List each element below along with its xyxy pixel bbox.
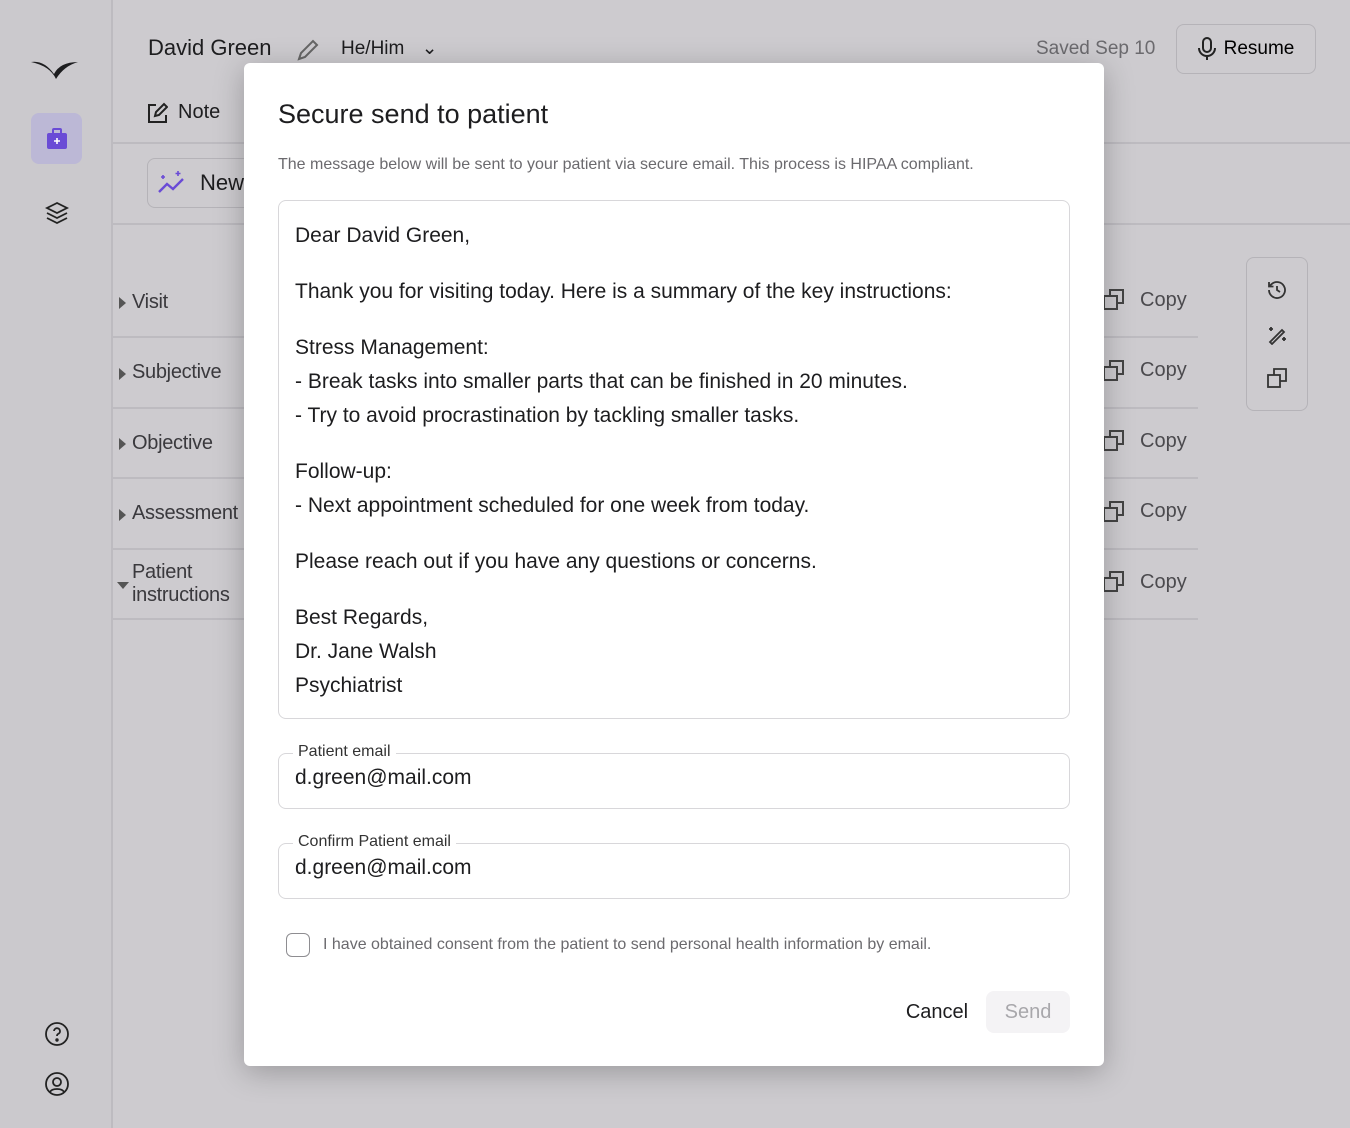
history-icon[interactable] [1266, 279, 1288, 301]
consent-checkbox[interactable] [286, 933, 310, 957]
copy-button[interactable] [1102, 570, 1187, 594]
section-label: Patient instructions [132, 561, 230, 606]
confirm-email-input[interactable] [295, 856, 1055, 880]
copy-label: Copy [1140, 500, 1187, 522]
new-button-label: New [200, 170, 245, 195]
pronouns-value: He/Him [341, 38, 405, 59]
letter-greeting: Dear David Green, [295, 224, 471, 247]
sidebar-item-notes[interactable] [31, 113, 82, 164]
letter-line: Stress Management: [295, 336, 489, 359]
copy-button[interactable] [1102, 288, 1187, 312]
pronouns-dropdown[interactable] [341, 37, 438, 60]
message-textarea[interactable] [278, 200, 1070, 719]
copy-button[interactable] [1102, 359, 1187, 383]
confirm-email-field[interactable] [278, 833, 1070, 899]
letter-line: - Try to avoid procrastination by tackling smaller tasks. [295, 404, 800, 427]
help-button[interactable] [31, 1008, 82, 1059]
tab-note-label: Note [178, 101, 221, 123]
copy-icon [1102, 570, 1126, 594]
letter-intro: Thank you for visiting today. Here is a summary of the key instructions: [295, 280, 952, 303]
copy-button[interactable] [1102, 500, 1187, 524]
microphone-icon [1198, 37, 1216, 61]
send-button[interactable]: Send [986, 991, 1070, 1033]
side-toolbox [1246, 257, 1308, 411]
sidebar-item-templates[interactable] [31, 187, 82, 238]
tab-note[interactable] [146, 101, 220, 124]
medical-briefcase-icon [45, 128, 69, 150]
patient-name: David Green [148, 35, 272, 60]
saved-status: Saved Sep 10 [1036, 38, 1156, 59]
letter-line: - Break tasks into smaller parts that can be finished in 20 minutes. [295, 370, 908, 393]
copy-label: Copy [1140, 359, 1187, 381]
letter-line: - Next appointment scheduled for one week from today. [295, 494, 810, 517]
edit-pencil-icon[interactable] [296, 38, 320, 62]
chevron-down-icon: ⌄ [421, 38, 438, 59]
copy-icon[interactable] [1266, 367, 1288, 389]
caret-right-icon[interactable] [119, 509, 126, 521]
account-button[interactable] [31, 1058, 82, 1109]
caret-right-icon[interactable] [119, 438, 126, 450]
copy-icon [1102, 288, 1126, 312]
help-icon [44, 1021, 70, 1047]
copy-icon [1102, 500, 1126, 524]
section-label: Visit [132, 290, 168, 313]
edit-note-icon [146, 102, 168, 124]
patient-email-input[interactable] [295, 766, 1055, 790]
dialog-title: Secure send to patient [278, 99, 549, 129]
patient-email-label: Patient email [293, 743, 396, 761]
copy-icon [1102, 359, 1126, 383]
logo-icon [30, 58, 80, 80]
resume-button[interactable] [1176, 24, 1316, 74]
cancel-button[interactable]: Cancel [894, 991, 980, 1033]
copy-button[interactable] [1102, 429, 1187, 453]
copy-label: Copy [1140, 288, 1187, 311]
sidebar [0, 0, 113, 1128]
layers-icon [44, 200, 70, 226]
magic-wand-icon[interactable] [1266, 323, 1288, 345]
copy-label: Copy [1140, 429, 1187, 452]
section-label: Objective [132, 431, 213, 454]
caret-down-icon[interactable] [117, 582, 129, 589]
user-circle-icon [44, 1071, 70, 1097]
letter-line: Psychiatrist [295, 674, 403, 697]
secure-send-dialog [244, 63, 1104, 1066]
resume-label: Resume [1223, 38, 1295, 59]
sparkle-chart-icon [156, 168, 188, 198]
caret-right-icon[interactable] [119, 297, 126, 309]
copy-icon [1102, 429, 1126, 453]
section-label: Subjective [132, 361, 222, 383]
confirm-email-label: Confirm Patient email [293, 833, 456, 851]
letter-line: Best Regards, [295, 606, 429, 629]
copy-label: Copy [1140, 570, 1187, 593]
caret-right-icon[interactable] [119, 368, 126, 380]
dialog-subtitle: The message below will be sent to your patient via secure email. This process is HIPAA compliant. [278, 156, 974, 173]
patient-email-field[interactable] [278, 743, 1070, 809]
consent-label: I have obtained consent from the patient to send personal health information by email. [323, 936, 932, 953]
letter-line: Dr. Jane Walsh [295, 640, 437, 663]
letter-closing: Please reach out if you have any questions or concerns. [295, 550, 817, 573]
letter-line: Follow-up: [295, 460, 392, 483]
section-label: Assessment [132, 502, 238, 524]
